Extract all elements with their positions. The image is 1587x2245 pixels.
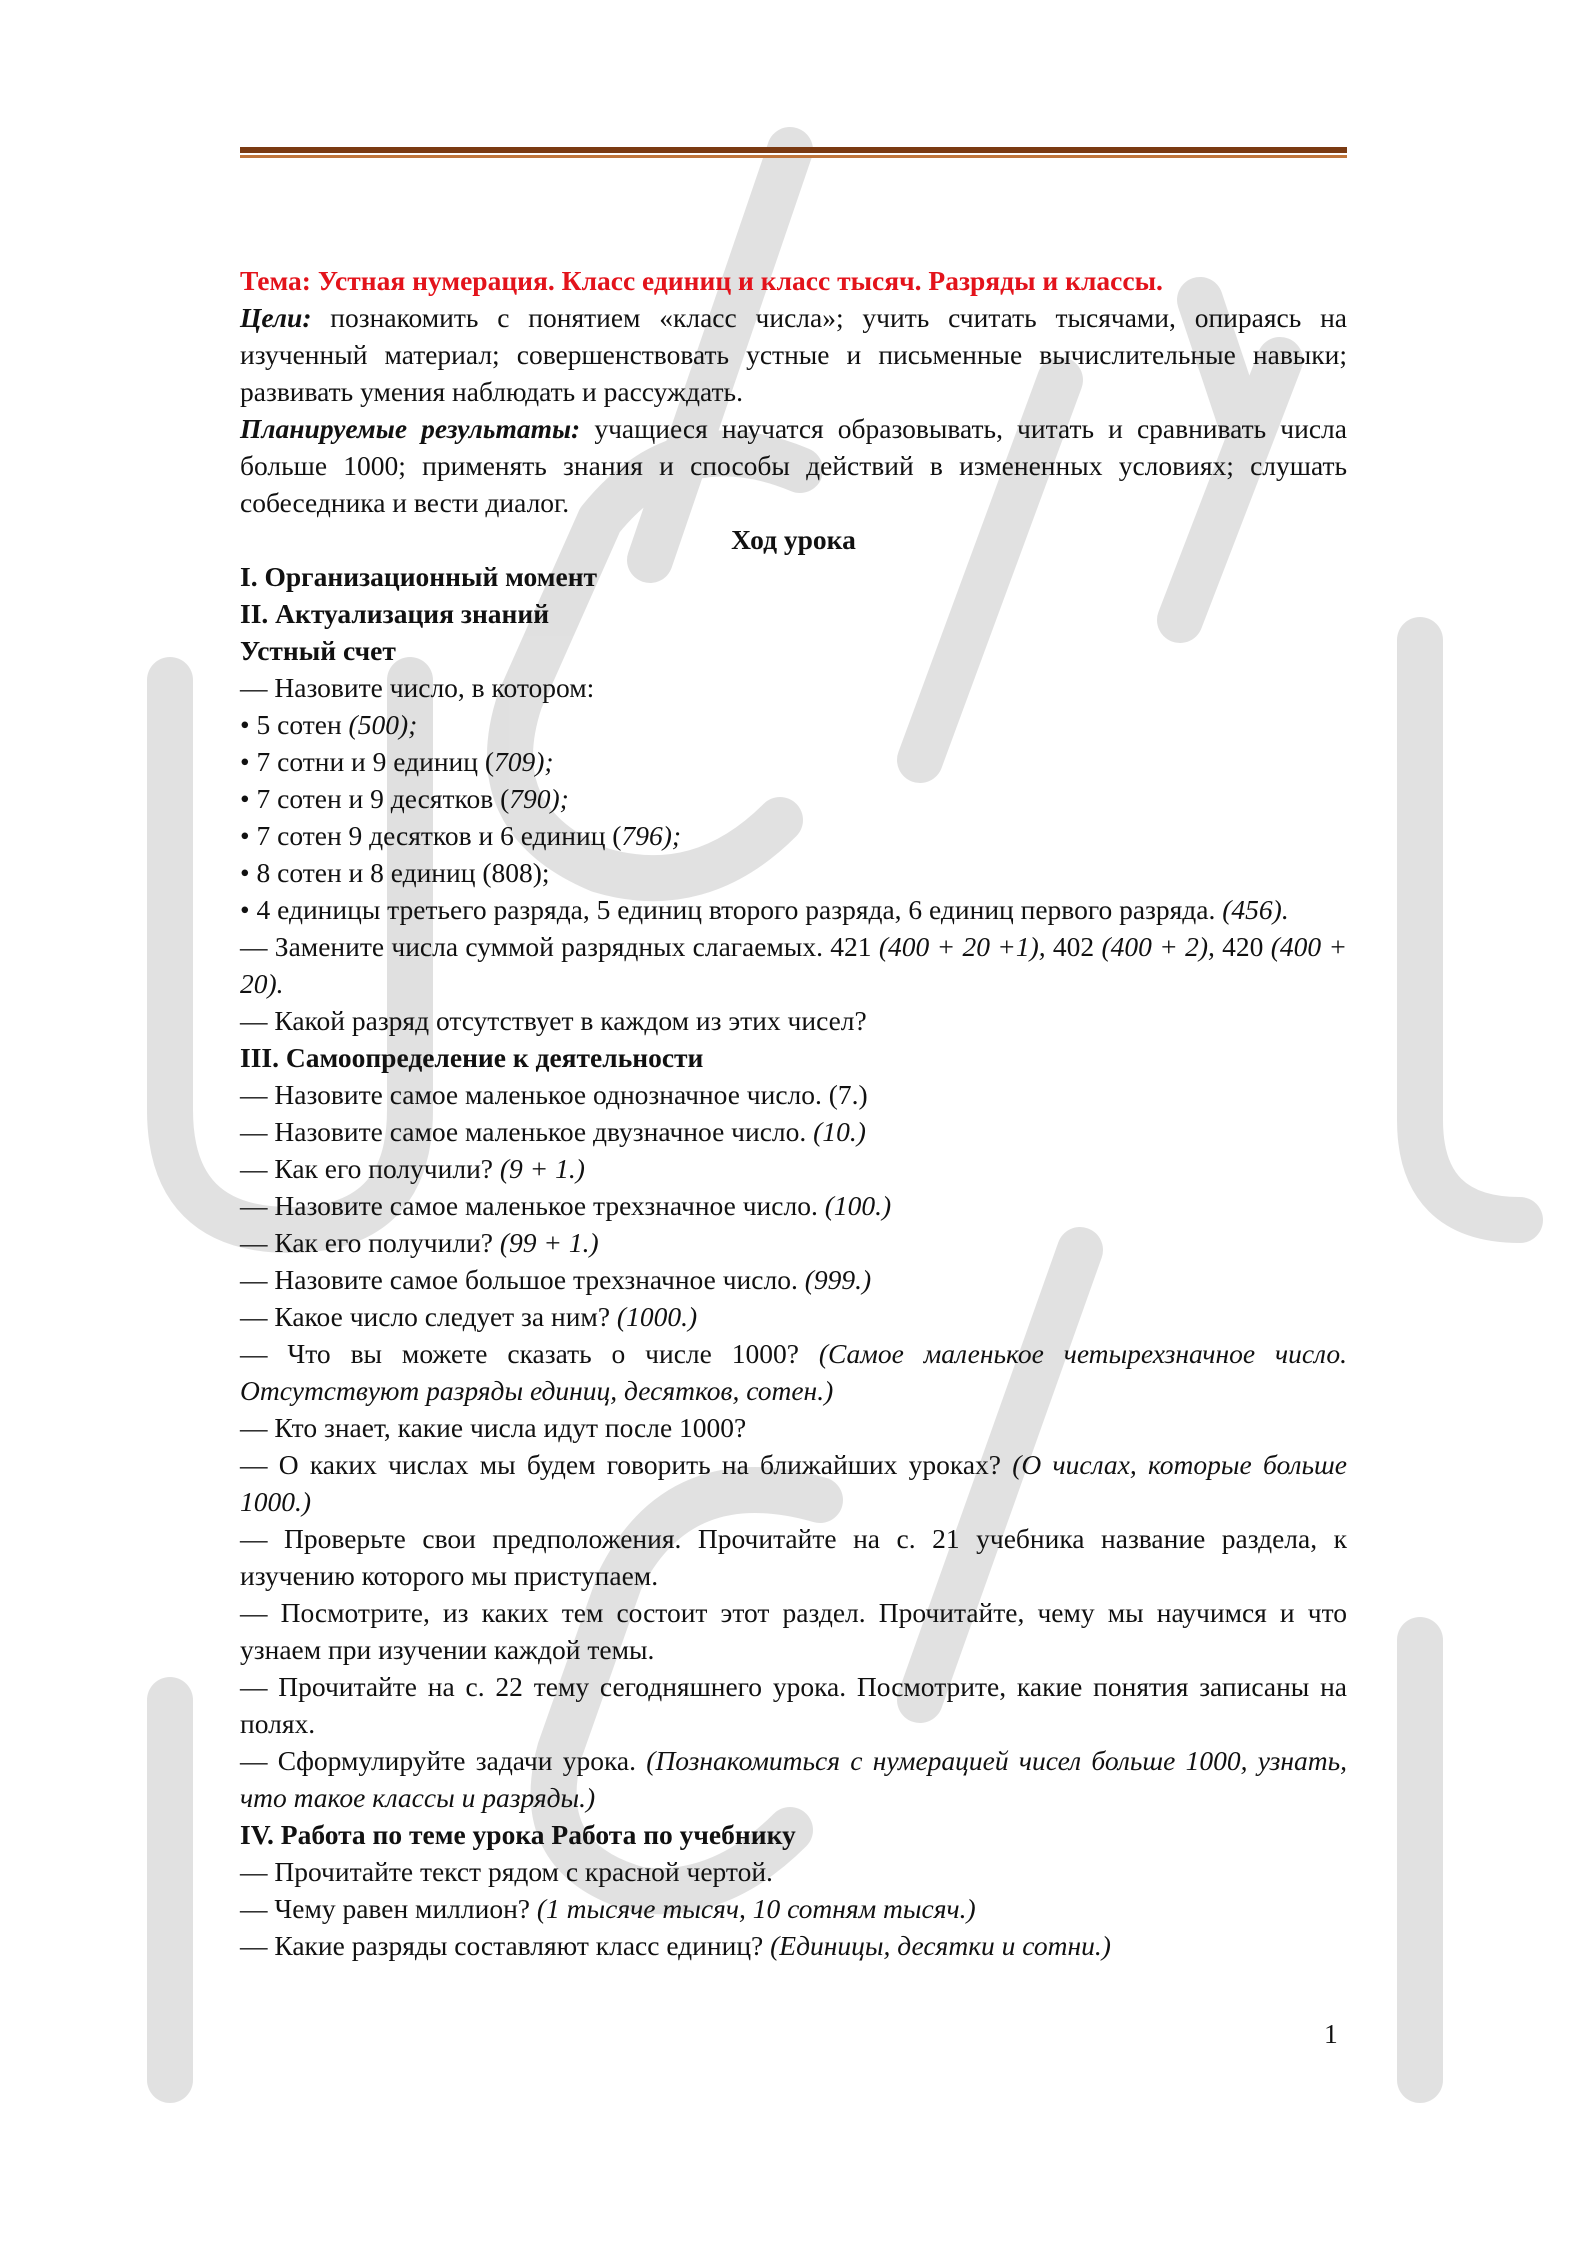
question-line: — Как его получили? (9 + 1.)	[240, 1153, 585, 1184]
list-item: • 5 сотен (500);	[240, 709, 418, 740]
question-line: — Прочитайте на с. 22 тему сегодняшнего урока. Посмотрите, какие понятия записаны на полях.	[240, 1671, 1347, 1739]
results-paragraph	[240, 410, 1347, 521]
oral-intro: — Назовите число, в котором:	[240, 672, 595, 703]
goals-label: Цели:	[240, 302, 312, 333]
lesson-plan	[240, 262, 1347, 1964]
section-heading: I. Организационный момент	[240, 561, 598, 592]
page-number: 1	[1324, 2018, 1338, 2049]
question-line: — Назовите самое маленькое двузначное число. (10.)	[240, 1116, 866, 1147]
question-line: — Назовите самое большое трехзначное число. (999.)	[240, 1264, 872, 1295]
question-line: — Назовите самое маленькое трехзначное число. (100.)	[240, 1190, 892, 1221]
watermark-letter-u2	[1420, 640, 1520, 1220]
question-line: — Проверьте свои предположения. Прочитайте на с. 21 учебника название раздела, к изучению которого мы приступаем.	[240, 1523, 1347, 1591]
list-item: • 7 сотен и 9 десятков (790);	[240, 783, 569, 814]
list-item: • 8 сотен и 8 единиц (808);	[240, 857, 550, 888]
lesson-heading: Ход урока	[731, 524, 856, 555]
list-item: • 7 сотен 9 десятков и 6 единиц (796);	[240, 820, 682, 851]
question-line: — О каких числах мы будем говорить на ближайших уроках? (О числах, которые больше 1000.)	[240, 1449, 1347, 1517]
question-line: — Замените числа суммой разрядных слагаемых. 421 (400 + 20 +1), 402 (400 + 2), 420 (400 + 20).	[240, 931, 1348, 999]
list-item: • 4 единицы третьего разряда, 5 единиц второго разряда, 6 единиц первого разряда. (456).	[240, 894, 1289, 925]
question-line: — Кто знает, какие числа идут после 1000?	[240, 1412, 747, 1443]
header-rule	[240, 147, 1347, 158]
goals-paragraph	[240, 299, 1347, 410]
results-text: учащиеся научатся образовывать, читать и сравнивать числа больше 1000; применять знания и способы действий в измененных условиях; слушать собеседника и вести диалог.	[240, 413, 1347, 518]
list-item: • 7 сотни и 9 единиц (709);	[240, 746, 554, 777]
question-line: — Назовите самое маленькое однозначное число. (7.)	[240, 1079, 868, 1110]
question-line: — Как его получили? (99 + 1.)	[240, 1227, 599, 1258]
lesson-title: Тема: Устная нумерация. Класс единиц и класс тысяч. Разряды и классы.	[240, 265, 1163, 296]
question-line: — Какой разряд отсутствует в каждом из этих чисел?	[240, 1005, 867, 1036]
question-line: — Чему равен миллион? (1 тысяче тысяч, 10 сотням тысяч.)	[240, 1893, 976, 1924]
question-line: — Что вы можете сказать о числе 1000? (Самое маленькое четырехзначное число. Отсутствуют разряды единиц, десятков, сотен.)	[240, 1338, 1347, 1406]
section-heading: IV. Работа по теме урока Работа по учебнику	[240, 1819, 796, 1850]
question-line: — Какие разряды составляют класс единиц? (Единицы, десятки и сотни.)	[240, 1930, 1111, 1961]
section-heading: II. Актуализация знаний	[240, 598, 550, 629]
section-heading: III. Самоопределение к деятельности	[240, 1042, 704, 1073]
question-line: — Посмотрите, из каких тем состоит этот раздел. Прочитайте, чему мы научимся и что узнаем при изучении каждой темы.	[240, 1597, 1347, 1665]
question-line: — Какое число следует за ним? (1000.)	[240, 1301, 698, 1332]
oral-count-heading: Устный счет	[240, 635, 396, 666]
results-label: Планируемые результаты:	[240, 413, 581, 444]
question-line: — Сформулируйте задачи урока. (Познакомиться с нумерацией чисел больше 1000, узнать, что такое классы и разряды.)	[240, 1745, 1348, 1813]
goals-text: познакомить с понятием «класс числа»; учить считать тысячами, опираясь на изученный материал; совершенствовать устные и письменные вычислительные навыки; развивать умения наблюдать и рассуждать.	[240, 302, 1347, 407]
question-line: — Прочитайте текст рядом с красной чертой.	[240, 1856, 773, 1887]
